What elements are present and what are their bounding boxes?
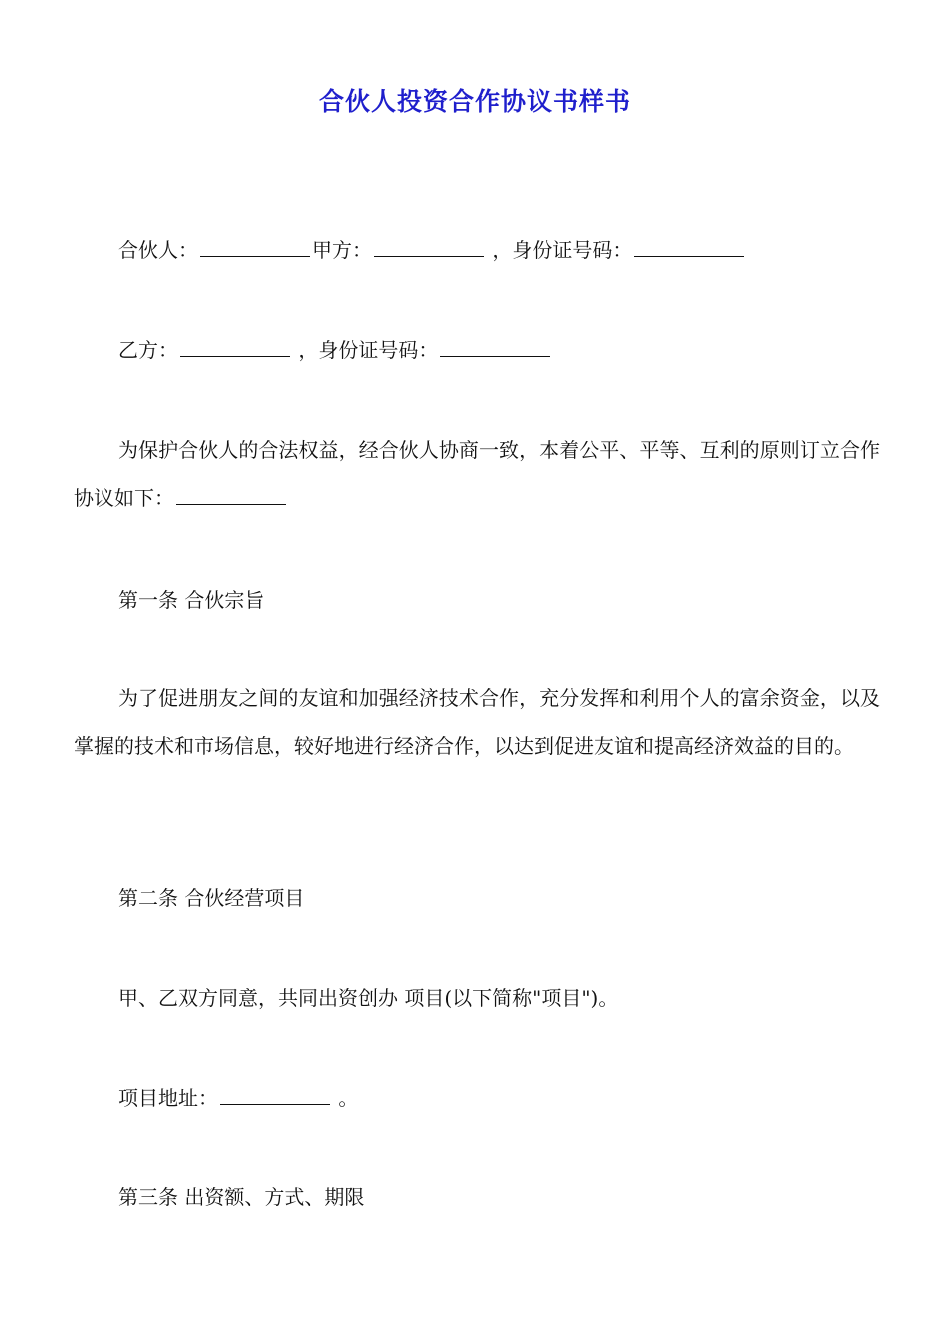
article1-heading: 第一条 合伙宗旨 <box>118 588 265 612</box>
partner-line <box>118 238 746 262</box>
project-address-label: 项目地址： <box>118 1086 218 1110</box>
party-b-label: 乙方： <box>118 338 178 362</box>
party-a-id-blank[interactable] <box>634 238 744 257</box>
article3-heading: 第三条 出资额、方式、期限 <box>118 1185 365 1209</box>
project-address-blank[interactable] <box>220 1086 330 1105</box>
party-b-line <box>118 338 552 362</box>
intro-paragraph <box>74 426 880 522</box>
project-address-line <box>118 1086 358 1110</box>
party-a-label: 甲方： <box>312 238 372 262</box>
document-title: 合伙人投资合作协议书样书 <box>318 87 631 116</box>
article2-body: 甲、乙双方同意，共同出资创办 项目(以下简称"项目")。 <box>118 986 619 1010</box>
party-a-blank[interactable] <box>374 238 484 257</box>
partner-label: 合伙人： <box>118 238 198 262</box>
party-b-blank[interactable] <box>180 338 290 357</box>
project-address-end: 。 <box>338 1086 359 1110</box>
id-number-label: ，身份证号码： <box>492 238 633 262</box>
article2-heading: 第二条 合伙经营项目 <box>118 886 305 910</box>
party-b-id-blank[interactable] <box>440 338 550 357</box>
partner-blank[interactable] <box>200 238 310 257</box>
intro-blank[interactable] <box>176 486 286 505</box>
party-b-id-label: ，身份证号码： <box>298 338 439 362</box>
intro-text: 为保护合伙人的合法权益，经合伙人协商一致，本着公平、平等、互利的原则订立合作协议如下： <box>74 438 880 510</box>
article1-body: 为了促进朋友之间的友谊和加强经济技术合作，充分发挥和利用个人的富余资金，以及掌握的技术和市场信息，较好地进行经济合作，以达到促进友谊和提高经济效益的目的。 <box>74 686 880 758</box>
